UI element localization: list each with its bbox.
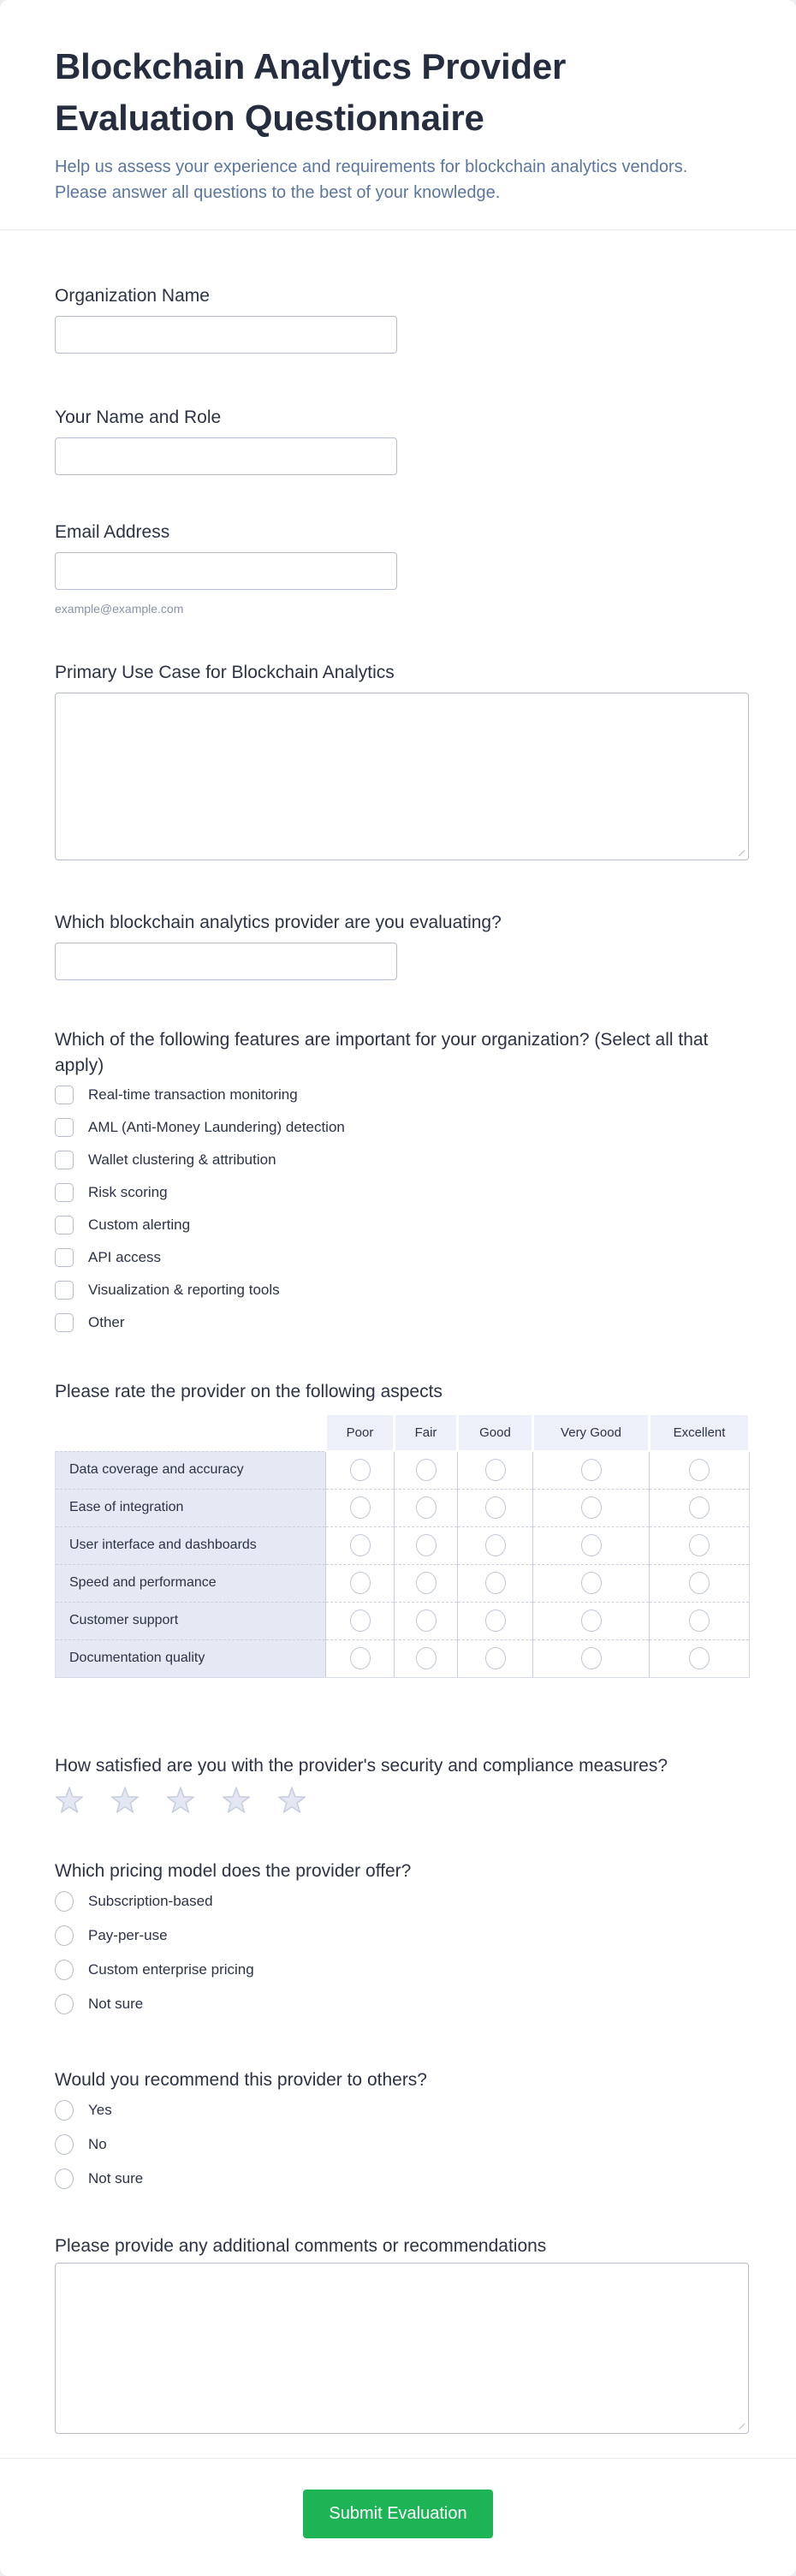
- matrix-row-ease-integration: [56, 1489, 750, 1526]
- star-icon[interactable]: [277, 1786, 306, 1814]
- matrix-radio[interactable]: [485, 1496, 506, 1519]
- matrix-radio[interactable]: [689, 1572, 710, 1594]
- radio-label: Custom enterprise pricing: [88, 1960, 254, 1978]
- textarea-wrap: [55, 693, 749, 860]
- form-body: [0, 283, 796, 2434]
- question-organization-name: [55, 283, 749, 354]
- provider-input[interactable]: [55, 943, 397, 980]
- checkbox-visualization-tools[interactable]: [55, 1281, 74, 1300]
- radio-option: [55, 2168, 749, 2189]
- matrix-radio[interactable]: [581, 1459, 602, 1481]
- star-icon[interactable]: [55, 1786, 84, 1814]
- matrix-row-label: Customer support: [56, 1602, 326, 1639]
- organization-name-input[interactable]: [55, 316, 397, 354]
- question-label: Your Name and Role: [55, 408, 222, 427]
- matrix-row-customer-support: [56, 1602, 750, 1639]
- matrix-radio[interactable]: [350, 1572, 371, 1594]
- radio-label: Subscription-based: [88, 1892, 213, 1909]
- matrix-radio[interactable]: [416, 1647, 437, 1669]
- radio-option: [55, 1925, 749, 1946]
- question-use-case: [55, 660, 749, 860]
- radio-label: Yes: [88, 2101, 112, 2118]
- checkbox-label: Wallet clustering & attribution: [88, 1151, 276, 1168]
- recommend-radio-list: [55, 2100, 749, 2189]
- radio-option: [55, 1994, 749, 2014]
- matrix-column-header: Good: [458, 1415, 533, 1451]
- matrix-radio[interactable]: [581, 1647, 602, 1669]
- checkbox-other[interactable]: [55, 1313, 74, 1332]
- matrix-column-header: Excellent: [650, 1415, 750, 1451]
- matrix-row-label: Documentation quality: [56, 1639, 326, 1677]
- checkbox-option: [55, 1183, 749, 1202]
- question-label: Organization Name: [55, 286, 210, 306]
- form-header: [0, 0, 796, 205]
- matrix-radio[interactable]: [485, 1534, 506, 1556]
- matrix-column-header: Fair: [395, 1415, 458, 1451]
- matrix-radio[interactable]: [350, 1647, 371, 1669]
- star-rating: [55, 1786, 749, 1814]
- form-subtitle: Help us assess your experience and requirements for blockchain analytics vendors. Please answer all questions to the best of your knowledge.: [55, 158, 688, 202]
- matrix-radio[interactable]: [350, 1459, 371, 1481]
- matrix-header-row: [56, 1415, 750, 1451]
- checkbox-option: [55, 1281, 749, 1300]
- matrix-radio[interactable]: [485, 1647, 506, 1669]
- email-hint: example@example.com: [55, 602, 184, 616]
- radio-option: [55, 1960, 749, 1980]
- question-pricing-model: [55, 1859, 749, 2014]
- star-icon[interactable]: [166, 1786, 195, 1814]
- question-label: Which pricing model does the provider offer?: [55, 1860, 412, 1881]
- features-checkbox-list: [55, 1086, 749, 1332]
- matrix-row-speed-performance: [56, 1564, 750, 1602]
- checkbox-option: [55, 1248, 749, 1267]
- matrix-radio[interactable]: [485, 1609, 506, 1632]
- matrix-column-header: Poor: [326, 1415, 395, 1451]
- matrix-radio[interactable]: [416, 1496, 437, 1519]
- matrix-radio[interactable]: [689, 1496, 710, 1519]
- radio-label: No: [88, 2135, 107, 2152]
- comments-textarea[interactable]: [55, 2263, 749, 2434]
- question-label: Primary Use Case for Blockchain Analytics: [55, 663, 395, 682]
- radio-label: Not sure: [88, 2169, 144, 2186]
- matrix-row-label: Ease of integration: [56, 1489, 326, 1526]
- radio-pricing-not-sure[interactable]: [55, 1994, 74, 2014]
- question-satisfaction: [55, 1753, 749, 1814]
- question-rating-matrix: [55, 1379, 749, 1678]
- radio-pay-per-use[interactable]: [55, 1925, 74, 1946]
- matrix-row-ui-dashboards: [56, 1526, 750, 1564]
- matrix-radio[interactable]: [350, 1534, 371, 1556]
- question-email: [55, 520, 749, 616]
- matrix-radio[interactable]: [416, 1572, 437, 1594]
- matrix-row-label: Speed and performance: [56, 1564, 326, 1602]
- matrix-radio[interactable]: [416, 1534, 437, 1556]
- radio-option: [55, 2100, 749, 2121]
- question-label: Please provide any additional comments or recommendations: [55, 2235, 547, 2256]
- question-comments: [55, 2234, 749, 2434]
- checkbox-label: Custom alerting: [88, 1217, 191, 1233]
- radio-option: [55, 2134, 749, 2155]
- checkbox-risk-scoring[interactable]: [55, 1183, 74, 1202]
- matrix-radio[interactable]: [581, 1496, 602, 1519]
- radio-custom-enterprise-pricing[interactable]: [55, 1960, 74, 1980]
- question-name-role: [55, 405, 749, 475]
- checkbox-label: Risk scoring: [88, 1184, 168, 1200]
- matrix-radio[interactable]: [581, 1609, 602, 1632]
- checkbox-label: Other: [88, 1314, 125, 1330]
- star-icon[interactable]: [110, 1786, 140, 1814]
- submit-button[interactable]: Submit Evaluation: [303, 2490, 493, 2538]
- matrix-radio[interactable]: [350, 1496, 371, 1519]
- radio-label: Not sure: [88, 1995, 144, 2012]
- matrix-radio[interactable]: [581, 1572, 602, 1594]
- checkbox-aml-detection[interactable]: [55, 1118, 74, 1137]
- checkbox-label: API access: [88, 1249, 162, 1265]
- matrix-radio[interactable]: [485, 1572, 506, 1594]
- matrix-radio[interactable]: [485, 1459, 506, 1481]
- form-title: Blockchain Analytics Provider Evaluation Questionnaire: [55, 46, 567, 138]
- matrix-radio[interactable]: [416, 1459, 437, 1481]
- rating-matrix-table: [55, 1415, 751, 1678]
- checkbox-api-access[interactable]: [55, 1248, 74, 1267]
- checkbox-option: [55, 1313, 749, 1332]
- question-label: Would you recommend this provider to others?: [55, 2069, 427, 2090]
- footer-divider: [0, 2458, 796, 2459]
- checkbox-realtime-monitoring[interactable]: [55, 1086, 74, 1104]
- matrix-row-label: Data coverage and accuracy: [56, 1451, 326, 1489]
- matrix-radio[interactable]: [689, 1534, 710, 1556]
- name-role-input[interactable]: [55, 437, 397, 475]
- checkbox-label: Visualization & reporting tools: [88, 1282, 280, 1298]
- star-icon[interactable]: [222, 1786, 251, 1814]
- matrix-radio[interactable]: [689, 1647, 710, 1669]
- pricing-radio-list: [55, 1891, 749, 2014]
- question-label: Which of the following features are important for your organization? (Select all that apply): [55, 1030, 709, 1075]
- checkbox-option: [55, 1151, 749, 1169]
- checkbox-label: Real-time transaction monitoring: [88, 1086, 298, 1103]
- matrix-row-data-coverage: [56, 1451, 750, 1489]
- matrix-column-header: Very Good: [533, 1415, 650, 1451]
- matrix-radio[interactable]: [689, 1459, 710, 1481]
- matrix-row-documentation-quality: [56, 1639, 750, 1677]
- matrix-row-label: User interface and dashboards: [56, 1526, 326, 1564]
- question-recommend: [55, 2067, 749, 2189]
- radio-option: [55, 1891, 749, 1912]
- question-features: [55, 1027, 749, 1332]
- checkbox-option: [55, 1086, 749, 1104]
- question-label: Which blockchain analytics provider are you evaluating?: [55, 913, 502, 932]
- checkbox-label: AML (Anti-Money Laundering) detection: [88, 1119, 345, 1135]
- radio-subscription-based[interactable]: [55, 1891, 74, 1912]
- matrix-radio[interactable]: [350, 1609, 371, 1632]
- radio-recommend-yes[interactable]: [55, 2100, 74, 2121]
- checkbox-option: [55, 1118, 749, 1137]
- question-label: Email Address: [55, 522, 170, 542]
- question-label: Please rate the provider on the following aspects: [55, 1382, 443, 1401]
- checkbox-option: [55, 1216, 749, 1234]
- header-divider: [0, 229, 796, 230]
- question-provider: [55, 910, 749, 980]
- radio-label: Pay-per-use: [88, 1926, 168, 1943]
- textarea-wrap: [55, 2263, 749, 2434]
- radio-recommend-not-sure[interactable]: [55, 2168, 74, 2189]
- radio-recommend-no[interactable]: [55, 2134, 74, 2155]
- email-input[interactable]: [55, 552, 397, 590]
- checkbox-custom-alerting[interactable]: [55, 1216, 74, 1234]
- use-case-textarea[interactable]: [55, 693, 749, 860]
- checkbox-wallet-clustering[interactable]: [55, 1151, 74, 1169]
- matrix-corner-cell: [56, 1415, 326, 1451]
- question-label: How satisfied are you with the provider's security and compliance measures?: [55, 1755, 668, 1776]
- submit-section: [0, 2490, 796, 2538]
- matrix-radio[interactable]: [581, 1534, 602, 1556]
- matrix-radio[interactable]: [416, 1609, 437, 1632]
- matrix-radio[interactable]: [689, 1609, 710, 1632]
